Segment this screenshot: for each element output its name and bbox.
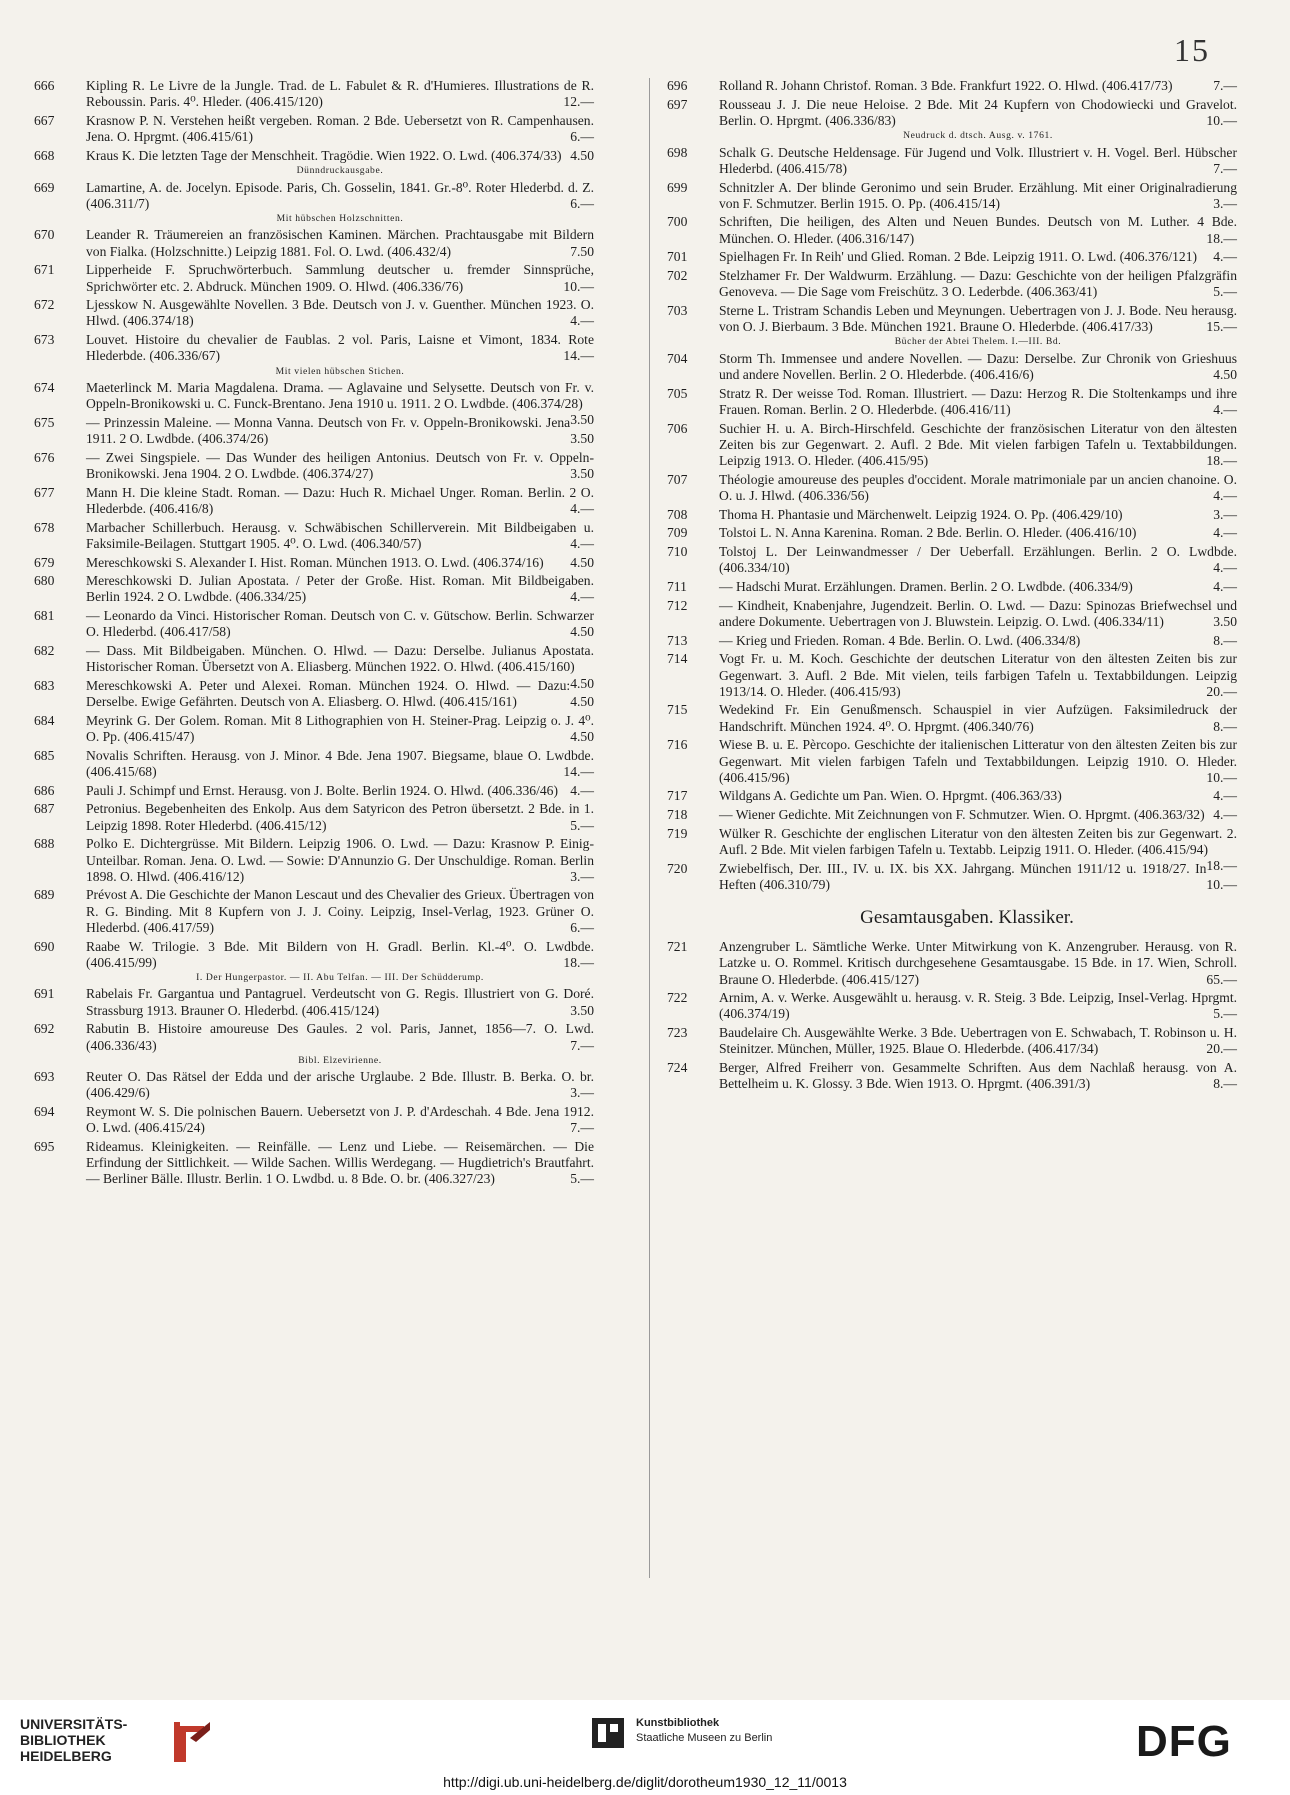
entry-price: 7.— [1213,78,1237,93]
entry-text: Schalk G. Deutsche Heldensage. Für Jugend und Volk. Illustriert v. H. Vogel. Berl. Hübscher Hlederbd. (406.415/78) [719,144,1237,176]
entry-number: 717 [667,788,688,804]
entry-price: 8.— [1213,718,1237,734]
entry-number: 694 [34,1104,55,1120]
entry-number: 704 [667,350,688,366]
entry-text: Vogt Fr. u. M. Koch. Geschichte der deutschen Literatur von den ältesten Zeiten bis zur Gegenwart. 3. Aufl. 2 Bde. Mit vielen, teils farbigen Tafeln u. Textabbildungen. Leipzig 1913/14. O. Hleder. (406.415/93) [719,651,1237,699]
entry-number: 699 [667,179,688,195]
catalog-entry [34,713,594,745]
entry-price: 4.— [570,313,594,329]
entry-number: 706 [667,420,688,436]
catalog-entry [667,145,1237,177]
entry-text: Schnitzler A. Der blinde Geronimo und sein Bruder. Erzählung. Mit einer Originalradierung von F. Schmutzer. Berlin 1915. O. Pp. (406.415/14) [719,179,1237,211]
entry-text: Sterne L. Tristram Schandis Leben und Meynungen. Uebertragen von J. J. Bode. Neu herausg. von O. J. Bierbaum. 3 Bde. München 1921. Braune O. Hlederbde. (406.417/33) [719,302,1237,335]
catalog-entry [667,861,1237,893]
entry-number: 675 [34,414,55,430]
entry-number: 705 [667,385,688,401]
entry-number: 697 [667,96,688,112]
ub-logo-line: BIBLIOTHEK [20,1732,106,1748]
entry-price: 3.50 [570,1002,594,1018]
entry-number: 698 [667,144,688,160]
entry-text: Tolstoi L. N. Anna Karenina. Roman. 2 Bde. Berlin. O. Hleder. (406.416/10) [719,525,1137,541]
right-column-entries-2 [667,939,1237,1092]
catalog-entry [667,544,1237,576]
entry-text: Raabe W. Trilogie. 3 Bde. Mit Bildern von H. Gradl. Berlin. Kl.-4⁰. O. Lwdbde. (406.415/99) [86,938,594,970]
kunstbibliothek-logo[interactable] [592,1716,772,1746]
entry-number: 709 [667,525,688,541]
entry-number: 669 [34,179,55,195]
entry-number: 670 [34,227,55,243]
entry-price: 6.— [570,195,594,211]
entry-price: 7.— [570,1120,594,1136]
right-column [667,78,1237,1095]
entry-price: 4.50 [1213,367,1237,383]
catalog-entry [34,608,594,640]
entry-text: Kraus K. Die letzten Tage der Menschheit. Tragödie. Wien 1922. O. Lwd. (406.374/33) [86,147,562,163]
entry-text: Prévost A. Die Geschichte der Manon Lescaut und des Chevalier des Grieux. Übertragen von R. G. Binding. Mit 8 Kupfern von J. J. Coiny. Leipzig, Insel-Verlag, 1923. Grüner O. Hlederbd. (406.417/59) [86,887,594,935]
entry-price: 3.— [1213,506,1237,522]
entry-text: Berger, Alfred Freiherr von. Gesammelte Schriften. Aus dem Nachlaß herausg. von A. Bettelheim u. K. Glossy. 3 Bde. Wien 1913. O. Hprgmt. (406.391/3) [719,1060,1237,1092]
entry-number: 679 [34,554,55,570]
entry-number: 677 [34,484,55,500]
entry-number: 710 [667,544,688,560]
kb-emblem-icon [592,1718,624,1748]
kb-subtitle: Staatliche Museen zu Berlin [636,1732,773,1744]
entry-text: Rabelais Fr. Gargantua und Pantagruel. Verdeutscht von G. Regis. Illustriert von G. Doré. Strassburg 1913. Brauner O. Hlederbd. (406.415/124) [86,986,594,1018]
entry-text: Storm Th. Immensee und andere Novellen. — Dazu: Derselbe. Zur Chronik von Grieshuus und andere Novellen. Berlin. 2 O. Hlederbde. (406.416/6) [719,350,1237,383]
entry-price: 4.— [570,535,594,551]
catalog-entry [34,520,594,552]
entry-price: 4.50 [570,729,594,745]
entry-price: 3.— [570,1085,594,1101]
catalog-entry [667,1025,1237,1057]
entry-price: 12.— [563,94,594,110]
catalog-entry [667,1060,1237,1092]
entry-number: 691 [34,986,55,1002]
entry-text: Meyrink G. Der Golem. Roman. Mit 8 Lithographien von H. Steiner-Prag. Leipzig o. J. 4⁰. O. Pp. (406.415/47) [86,712,594,745]
catalog-entry [34,986,594,1018]
entry-text: Lamartine, A. de. Jocelyn. Episode. Paris, Ch. Gosselin, 1841. Gr.-8⁰. Roter Hlederbd. d. Z. (406.311/7) [86,179,594,211]
entry-price: 10.— [1206,876,1237,892]
catalog-entry [667,651,1237,700]
entry-text: Rousseau J. J. Die neue Heloise. 2 Bde. Mit 24 Kupfern von Chodowiecki und Gravelot. Berlin. O. Hprgmt. (406.336/83) [719,96,1237,128]
entry-number: 701 [667,249,688,265]
ub-heidelberg-logo[interactable] [20,1716,127,1764]
entry-text: Rabutin B. Histoire amoureuse Des Gaules. 2 vol. Paris, Jannet, 1856—7. O. Lwd. (406.336/43) [86,1021,594,1053]
entry-number: 678 [34,519,55,535]
catalog-entry [667,990,1237,1022]
entry-price: 4.50 [570,147,594,163]
catalog-entry [34,1021,594,1066]
dfg-logo[interactable]: DFG [1136,1717,1232,1766]
entry-text: Thoma H. Phantasie und Märchenwelt. Leipzig 1924. O. Pp. (406.429/10) [719,506,1123,522]
entry-price: 4.50 [570,675,594,691]
catalog-entry [667,525,1237,541]
catalog-entry [34,148,594,177]
entry-price: 14.— [563,764,594,780]
entry-price: 3.50 [570,466,594,482]
entry-text: Stratz R. Der weisse Tod. Roman. Illustriert. — Dazu: Herzog R. Die Stoltenkamps und ihre Frauen. Roman. Berlin. 2 O. Hlederbde. (406.416/11) [719,385,1237,417]
entry-text: Spielhagen Fr. In Reih' und Glied. Roman. 2 Bde. Leipzig 1911. O. Lwd. (406.376/121) [719,249,1198,265]
catalog-entry [667,180,1237,212]
catalog-entry [667,303,1237,348]
entry-note: Bibl. Elzevirienne. [298,1054,382,1066]
entry-text: Kipling R. Le Livre de la Jungle. Trad. de L. Fabulet & R. d'Humieres. Illustrations de R. Reboussin. Paris. 4⁰. Hleder. (406.415/120) [86,78,594,110]
entry-text: Krasnow P. N. Verstehen heißt vergeben. Roman. 2 Bde. Uebersetzt von R. Campenhausen. Jena. O. Hprgmt. (406.415/61) [86,112,594,145]
catalog-entry [34,836,594,885]
entry-text: Reuter O. Das Rätsel der Edda und der arische Urglaube. 2 Bde. Illustr. B. Berka. O. br. (406.429/6) [86,1069,594,1101]
catalog-entry [667,214,1237,246]
entry-price: 14.— [563,348,594,364]
entry-price: 6.— [570,129,594,145]
entry-price: 7.— [1213,160,1237,176]
entry-text: Arnim, A. v. Werke. Ausgewählt u. herausg. v. R. Steig. 3 Bde. Leipzig, Insel-Verlag. Hprgmt. (406.374/19) [719,990,1237,1022]
entry-note: Neudruck d. dtsch. Ausg. v. 1761. [903,130,1053,142]
entry-number: 680 [34,573,55,589]
entry-number: 685 [34,747,55,763]
entry-text: Wülker R. Geschichte der englischen Literatur von den ältesten Zeiten bis zur Gegenwart. 2. Aufl. 2 Bde. Mit vielen farbigen Tafeln u. Textabb. Leipzig 1911. O. Hleder. (406.415/94) [719,825,1237,858]
footer-bar [0,1700,1290,1795]
catalog-entry [34,748,594,780]
entry-price: 4.— [1213,525,1237,541]
entry-price: 8.— [1213,1076,1237,1092]
entry-number: 683 [34,678,55,693]
entry-price: 3.50 [570,431,594,447]
entry-note: Bücher der Abtei Thelem. I.—III. Bd. [894,336,1062,348]
entry-number: 681 [34,608,55,624]
catalog-entry [34,1069,594,1101]
entry-price: 4.50 [570,694,594,710]
catalog-entry [667,421,1237,470]
entry-text: Wedekind Fr. Ein Genußmensch. Schauspiel in vier Aufzügen. Faksimiledruck der Handschrift. München 1924. 4⁰. O. Hprgmt. (406.340/76) [719,702,1237,734]
entry-number: 674 [34,380,55,396]
entry-text: — Dass. Mit Bildbeigaben. München. O. Hlwd. — Dazu: Derselbe. Julianus Apostata. Historischer Roman. Übersetzt von A. Eliasberg. München 1922. O. Hlwd. (406.415/160) [86,643,594,675]
entry-price: 10.— [1206,769,1237,785]
entry-text: Leander R. Träumereien an französischen Kaminen. Märchen. Prachtausgabe mit Bildern von Fialka. (Holzschnitte.) Leipzig 1881. Fol. O. Lwd. (406.432/4) [86,227,594,259]
entry-text: — Zwei Singspiele. — Das Wunder des heiligen Antonius. Deutsch von Fr. v. Oppeln-Bronikowski. Jena 1904. 2 O. Lwdbde. (406.374/27) [86,449,594,482]
entry-price: 4.50 [570,624,594,640]
catalog-entry [667,97,1237,142]
catalog-entry [34,939,594,984]
entry-number: 703 [667,302,688,318]
entry-text: Lipperheide F. Spruchwörterbuch. Sammlung deutscher u. fremder Sinnsprüche, Sprichwörter etc. 2. Abdruck. München 1909. O. Hlwd. (406.336/76) [86,262,594,294]
entry-number: 718 [667,807,688,823]
catalog-entry [667,579,1237,595]
catalog-entry [34,113,594,145]
entry-price: 18.— [563,954,594,970]
entry-text: Mereschkowski A. Peter und Alexei. Roman. München 1924. O. Hlwd. — Dazu: Derselbe. Ewige Gefährten. Deutsch von A. Eliasberg. O. Hlwd. (406.415/161) [86,678,571,710]
entry-number: 695 [34,1139,55,1155]
entry-price: 8.— [1213,632,1237,648]
catalog-entry [667,507,1237,523]
entry-number: 713 [667,632,688,648]
catalog-entry [667,598,1237,630]
entry-text: Tolstoj L. Der Leinwandmesser / Der Ueberfall. Erzählungen. Berlin. 2 O. Lwdbde. (406.334/10) [719,544,1237,576]
entry-number: 724 [667,1060,688,1076]
catalog-entry [34,801,594,833]
entry-price: 4.— [1213,788,1237,804]
entry-text: Zwiebelfisch, Der. III., IV. u. IX. bis XX. Jahrgang. München 1911/12 u. 1918/27. In Heften (406.310/79) [719,860,1207,892]
catalog-entry [34,297,594,329]
entry-text: Schriften, Die heiligen, des Alten und Neuen Bundes. Deutsch von M. Luther. 4 Bde. München. O. Hleder. (406.316/147) [719,214,1237,246]
entry-price: 4.— [1213,560,1237,576]
entry-text: Rideamus. Kleinigkeiten. — Reinfälle. — Lenz und Liebe. — Reisemärchen. — Die Erfindung der Sittlichkeit. — Wilde Sachen. Willis Werdegang. — Hugdietrich's Brautfahrt. — Berliner Bälle. Illustr. Berlin. 1 O. Lwdbd. u. 8 Bde. O. br. (406.327/23) [86,1139,594,1187]
catalog-entry [34,1104,594,1136]
entry-price: 5.— [1213,1006,1237,1022]
entry-price: 5.— [570,1171,594,1187]
entry-number: 667 [34,112,55,128]
entry-number: 720 [667,860,688,876]
catalog-entry [667,78,1237,94]
catalog-entry [34,1139,594,1188]
entry-number: 700 [667,214,688,230]
entry-number: 682 [34,643,55,659]
entry-number: 721 [667,939,688,955]
entry-text: Pauli J. Schimpf und Ernst. Herausg. von J. Bolte. Berlin 1924. O. Hlwd. (406.336/46) [86,782,558,798]
entry-number: 702 [667,268,688,284]
entry-price: 18.— [1206,858,1237,874]
ub-logo-line: HEIDELBERG [20,1748,112,1764]
entry-note: Dünndruckausgabe. [296,165,384,177]
entry-price: 18.— [1206,230,1237,246]
column-divider [649,78,650,1578]
catalog-entry [34,227,594,259]
catalog-entry [667,472,1237,504]
entry-number: 666 [34,78,55,93]
entry-number: 696 [667,78,688,93]
entry-price: 20.— [1206,1041,1237,1057]
catalog-entry [34,573,594,605]
catalog-entry [34,450,594,482]
entry-number: 688 [34,836,55,852]
entry-price: 7.50 [570,243,594,259]
entry-text: Anzengruber L. Sämtliche Werke. Unter Mitwirkung von K. Anzengruber. Herausg. von R. Latzke u. O. Rommel. Kritisch durchgesehene Gesamtausgabe. 15 Bde. in 17. Wien, Schroll. Braune O. Hlederbde. (406.415/127) [719,939,1237,987]
entry-number: 689 [34,887,55,903]
catalog-entry [667,788,1237,804]
entry-price: 3.— [1213,195,1237,211]
entry-text: Wiese B. u. E. Pèrcopo. Geschichte der italienischen Litteratur von den ältesten Zeiten bis zur Gegenwart. Mit vielen farbigen Tafeln und Textabbildungen. Leipzig 1910. O. Hleder. (406.415/96) [719,737,1237,785]
entry-text: Novalis Schriften. Herausg. von J. Minor. 4 Bde. Jena 1907. Biegsame, blaue O. Lwdbde. (406.415/68) [86,747,594,780]
entry-number: 668 [34,147,55,163]
catalog-entry [667,268,1237,300]
entry-price: 6.— [570,919,594,935]
catalog-entry [667,351,1237,383]
entry-text: Polko E. Dichtergrüsse. Mit Bildern. Leipzig 1906. O. Lwd. — Dazu: Krasnow P. Einig-Unteilbar. Roman. Jena. O. Lwd. — Sowie: D'Annunzio G. Der Unschuldige. Roman. Berlin 1898. O. Hlwd. (406.416/12) [86,836,594,884]
entry-number: 707 [667,471,688,487]
entry-number: 690 [34,938,55,954]
entry-text: Louvet. Histoire du chevalier de Faublas. 2 vol. Paris, Laisne et Vimont, 1834. Rote Hlederbde. (406.336/67) [86,332,594,364]
left-column [34,78,594,1190]
entry-number: 708 [667,506,688,522]
entry-text: Suchier H. u. A. Birch-Hirschfeld. Geschichte der französischen Literatur von den ältesten Zeiten bis zur Gegenwart. 2. Aufl. 2 Bde. Mit vielen farbigen Tafeln u. Textabbildungen. Leipzig 1913. O. Hleder. (406.415/95) [719,420,1237,469]
catalog-entry [34,783,594,799]
entry-number: 716 [667,737,688,753]
catalog-entry [34,180,594,225]
entry-note: Mit vielen hübschen Stichen. [275,365,405,377]
entry-text: Mann H. Die kleine Stadt. Roman. — Dazu: Huch R. Michael Unger. Roman. Berlin. 2 O. Hlederbde. (406.416/8) [86,484,594,516]
entry-price: 4.— [1213,578,1237,594]
entry-number: 715 [667,702,688,718]
entry-note: Mit hübschen Holzschnitten. [276,212,404,224]
entry-text: Mereschkowski D. Julian Apostata. / Peter der Große. Hist. Roman. Mit Bildbeigaben. Berlin 1924. 2 O. Lwdbde. (406.334/25) [86,573,594,605]
entry-price: 4.— [570,589,594,605]
entry-price: 4.— [570,500,594,516]
entry-text: — Wiener Gedichte. Mit Zeichnungen von F. Schmutzer. Wien. O. Hprgmt. (406.363/32) [719,807,1205,823]
catalog-entry [667,249,1237,265]
entry-text: — Prinzessin Maleine. — Monna Vanna. Deutsch von Fr. v. Oppeln-Bronikowski. Jena 1911. 2 O. Lwdbde. (406.374/26) [86,414,571,447]
entry-price: 10.— [1206,112,1237,128]
entry-number: 684 [34,712,55,728]
catalog-entry [34,887,594,936]
catalog-entry [34,78,594,110]
entry-number: 714 [667,651,688,667]
entry-price: 10.— [563,278,594,294]
section-heading: Gesamtausgaben. Klassiker. [860,907,1074,929]
entry-price: 4.— [1213,487,1237,503]
entry-price: 5.— [570,817,594,833]
ub-logo-line: UNIVERSITÄTS- [20,1716,128,1732]
entry-price: 18.— [1206,453,1237,469]
catalog-entry [667,939,1237,988]
entry-price: 4.— [1213,249,1237,265]
entry-price: 7.— [570,1037,594,1053]
catalog-entry [667,633,1237,649]
catalog-entry [667,702,1237,734]
catalog-entry [34,555,594,571]
entry-text: Reymont W. S. Die polnischen Bauern. Uebersetzt von J. P. d'Ardeschah. 4 Bde. Jena 1912. O. Lwd. (406.415/24) [86,1104,594,1136]
entry-price: 5.— [1213,284,1237,300]
entry-text: Mereschkowski S. Alexander I. Hist. Roman. München 1913. O. Lwd. (406.374/16) [86,554,544,570]
entry-number: 722 [667,990,688,1006]
entry-text: Baudelaire Ch. Ausgewählte Werke. 3 Bde. Uebertragen von E. Schwabach, T. Robinson u. H. Steinitzer. München, Müller, 1925. Blaue O. Hlederbde. (406.417/34) [719,1025,1237,1057]
entry-number: 676 [34,449,55,465]
entry-price: 15.— [1206,319,1237,335]
entry-text: Stelzhamer Fr. Der Waldwurm. Erzählung. — Dazu: Geschichte von der heiligen Pfalzgräfin Genoveva. — Die Sage vom Freischütz. 3 O. Lederbde. (406.363/41) [719,268,1237,300]
entry-price: 65.— [1206,971,1237,987]
entry-number: 687 [34,801,55,817]
entry-number: 692 [34,1021,55,1037]
entry-text: — Hadschi Murat. Erzählungen. Dramen. Berlin. 2 O. Lwdbde. (406.334/9) [719,578,1133,594]
entry-text: Wildgans A. Gedichte um Pan. Wien. O. Hprgmt. (406.363/33) [719,788,1062,804]
entry-number: 686 [34,782,55,798]
entry-price: 3.50 [1213,613,1237,629]
entry-number: 672 [34,297,55,313]
entry-price: 3.50 [570,412,594,428]
entry-text: Maeterlinck M. Maria Magdalena. Drama. — Aglavaine und Selysette. Deutsch von Fr. v. Oppeln-Bronikowski u. C. Funck-Brentano. Jena 1910 u. 1911. 2 O. Lwdbde. (406.374/28) [86,380,594,412]
entry-text: Petronius. Begebenheiten des Enkolp. Aus dem Satyricon des Petron übersetzt. 2 Bde. in 1. Leipzig 1898. Roter Hlederbd. (406.415/12) [86,801,594,833]
source-url[interactable]: http://digi.ub.uni-heidelberg.de/diglit/dorotheum1930_12_11/0013 [443,1774,847,1790]
entry-text: Rolland R. Johann Christof. Roman. 3 Bde. Frankfurt 1922. O. Hlwd. (406.417/73) [719,78,1173,93]
entry-number: 712 [667,597,688,613]
entry-text: — Leonardo da Vinci. Historischer Roman. Deutsch von C. v. Gütschow. Berlin. Schwarzer O. Hlederbd. (406.417/58) [86,608,594,640]
entry-number: 719 [667,825,688,841]
right-column-entries [667,78,1237,893]
entry-price: 4.50 [570,554,594,570]
entry-number: 671 [34,262,55,278]
catalog-entry [34,675,594,710]
catalog-entry [34,332,594,377]
entry-number: 693 [34,1069,55,1085]
kb-title: Kunstbibliothek [636,1717,720,1729]
entry-price: 20.— [1206,683,1237,699]
catalog-entry [667,386,1237,418]
ub-emblem-icon [170,1718,214,1766]
entry-price: 3.— [570,868,594,884]
entry-note: I. Der Hungerpastor. — II. Abu Telfan. — III. Der Schüdderump. [196,971,484,983]
catalog-entry [34,262,594,294]
entry-text: — Kindheit, Knabenjahre, Jugendzeit. Berlin. O. Lwd. — Dazu: Spinozas Briefwechsel und andere Dokumente. Uebertragen von J. Bluwstein. Leipzig. O. Lwd. (406.334/11) [719,597,1237,629]
entry-price: 4.— [1213,807,1237,823]
entry-price: 4.— [1213,401,1237,417]
catalog-entry [34,415,594,447]
entry-text: Théologie amoureuse des peuples d'occident. Morale matrimoniale par un ancien chanoine. O. O. u. J. Hlwd. (406.336/56) [719,471,1237,503]
page-number: 15 [1174,32,1210,68]
entry-number: 711 [667,578,687,594]
catalog-entry [34,485,594,517]
entry-text: Ljesskow N. Ausgewählte Novellen. 3 Bde. Deutsch von J. v. Guenther. München 1923. O. Hlwd. (406.374/18) [86,297,594,329]
catalog-entry [667,807,1237,823]
catalog-entry [667,737,1237,786]
entry-text: Marbacher Schillerbuch. Herausg. v. Schwäbischen Schillerverein. Mit Bildbeigaben u. Faksimile-Beilagen. Stuttgart 1905. 4⁰. O. Lwd. (406.340/57) [86,519,594,551]
entry-text: — Krieg und Frieden. Roman. 4 Bde. Berlin. O. Lwd. (406.334/8) [719,632,1081,648]
entry-number: 673 [34,332,55,348]
entry-number: 723 [667,1025,688,1041]
entry-price: 4.— [570,782,594,798]
